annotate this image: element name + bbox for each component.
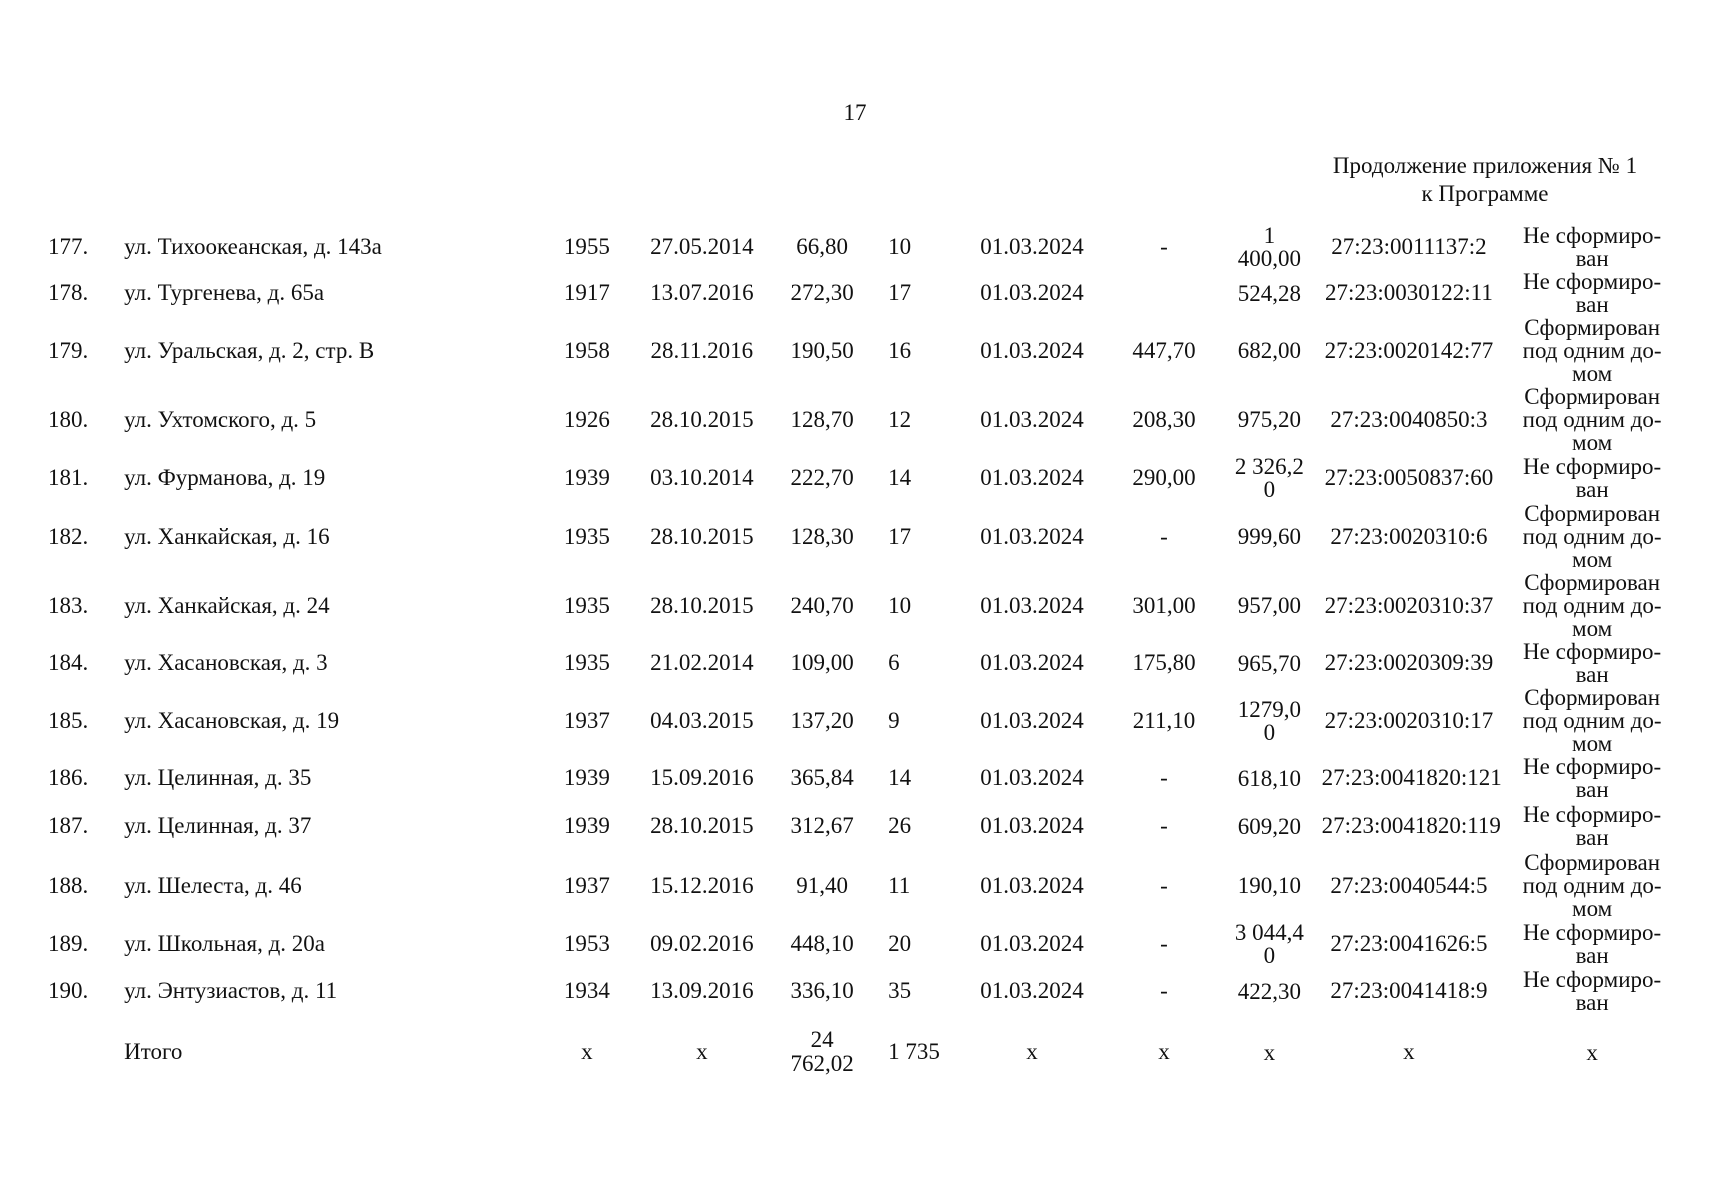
cell-resettlement-deadline: 01.03.2024: [980, 592, 1084, 618]
cell-residents-count: 10: [888, 234, 912, 259]
cell-land-area: 290,00: [1132, 465, 1196, 490]
cell-address: ул. Энтузиастов, д. 11: [124, 978, 338, 1003]
cell-cadastral-number: 27:23:0041418:9: [1330, 978, 1488, 1003]
cell-land-status: Сформирован под одним до- мом: [1522, 570, 1662, 641]
cell-build-year: 1955: [563, 234, 610, 259]
cell-land-area: 208,30: [1132, 406, 1196, 432]
totals-date: х: [696, 1039, 708, 1064]
cell-land-status: Сформирован под одним до- мом: [1522, 850, 1662, 921]
totals-label: Итого: [124, 1039, 183, 1064]
cell-land-area: -: [1160, 978, 1168, 1003]
cell-land-status: Не сформиро- ван: [1523, 920, 1662, 968]
cell-address: ул. Ханкайская, д. 16: [124, 523, 330, 549]
totals-area: 24 762,02: [790, 1027, 854, 1076]
registry-totals: [48, 1014, 1688, 1076]
cell-living-area: 128,70: [790, 406, 854, 432]
cell-residents-count: 35: [888, 978, 912, 1003]
cell-land-area: -: [1160, 765, 1168, 790]
table-row: [48, 224, 1688, 270]
cell-emergency-date: 04.03.2015: [650, 707, 754, 733]
cell-living-area: 336,10: [790, 978, 854, 1003]
cell-total-area: 957,00: [1237, 593, 1302, 618]
cell-land-area: 301,00: [1132, 592, 1196, 618]
cell-resettlement-deadline: 01.03.2024: [980, 406, 1084, 432]
cell-address: ул. Уральская, д. 2, стр. В: [124, 337, 375, 363]
cell-cadastral-number: 27:23:0040544:5: [1330, 872, 1488, 898]
table-row: [48, 920, 1688, 968]
cell-living-area: 365,84: [790, 765, 854, 790]
cell-address: ул. Школьная, д. 20а: [124, 931, 325, 956]
cell-emergency-date: 13.07.2016: [650, 280, 754, 305]
cell-emergency-date: 28.10.2015: [650, 523, 754, 549]
cell-build-year: 1935: [563, 592, 610, 618]
totals-total: х: [1263, 1039, 1276, 1065]
cell-build-year: 1937: [563, 707, 610, 733]
totals-year: х: [581, 1039, 593, 1064]
cell-land-status: Не сформиро- ван: [1523, 802, 1662, 850]
cell-land-status: Не сформиро- ван: [1523, 754, 1662, 802]
cell-emergency-date: 13.09.2016: [650, 978, 754, 1003]
cell-row-number: 186.: [48, 765, 89, 790]
cell-living-area: 109,00: [790, 650, 854, 675]
cell-residents-count: 6: [888, 650, 900, 675]
cell-resettlement-deadline: 01.03.2024: [980, 707, 1084, 733]
table-row: [48, 640, 1688, 686]
cell-residents-count: 12: [888, 406, 912, 432]
cell-resettlement-deadline: 01.03.2024: [980, 234, 1084, 259]
cell-residents-count: 14: [888, 465, 912, 490]
cell-land-status: Не сформиро- ван: [1523, 223, 1662, 271]
cell-total-area: 609,20: [1237, 813, 1302, 839]
cell-land-area: -: [1160, 931, 1168, 956]
totals-status: х: [1586, 1039, 1598, 1065]
cell-land-area: -: [1160, 813, 1168, 838]
appendix-continuation-line1: Продолжение приложения № 1: [1332, 153, 1638, 178]
cell-total-area: 682,00: [1237, 338, 1302, 363]
cell-row-number: 187.: [48, 813, 89, 838]
appendix-continuation-line2: к Программе: [1421, 181, 1549, 206]
cell-land-area: -: [1160, 523, 1168, 549]
cell-emergency-date: 28.10.2015: [650, 406, 754, 432]
cell-address: ул. Фурманова, д. 19: [124, 465, 326, 490]
cell-residents-count: 17: [888, 280, 912, 305]
cell-land-status: Не сформиро- ван: [1523, 639, 1662, 687]
cell-row-number: 184.: [48, 650, 89, 675]
cell-living-area: 272,30: [790, 280, 854, 305]
cell-resettlement-deadline: 01.03.2024: [980, 931, 1084, 956]
table-row: [48, 968, 1688, 1014]
cell-resettlement-deadline: 01.03.2024: [980, 465, 1084, 490]
totals-residents: 1 735: [888, 1039, 940, 1064]
cell-cadastral-number: 27:23:0050837:60: [1324, 465, 1494, 490]
cell-total-area: 1 400,00: [1237, 223, 1302, 271]
cell-row-number: 178.: [48, 280, 89, 305]
cell-build-year: 1939: [563, 813, 610, 838]
cell-row-number: 189.: [48, 931, 89, 956]
cell-residents-count: 11: [888, 872, 911, 898]
cell-cadastral-number: 27:23:0041820:119: [1321, 813, 1501, 838]
cell-land-status: Сформирован под одним до- мом: [1522, 315, 1662, 386]
cell-residents-count: 10: [888, 592, 912, 618]
cell-row-number: 181.: [48, 465, 89, 490]
table-row: [48, 755, 1688, 801]
cell-address: ул. Целинная, д. 37: [124, 813, 312, 838]
cell-cadastral-number: 27:23:0040850:3: [1330, 406, 1488, 432]
table-row: [48, 502, 1688, 571]
cell-living-area: 128,30: [790, 523, 854, 549]
cell-emergency-date: 03.10.2014: [650, 465, 754, 490]
cell-emergency-date: 27.05.2014: [650, 234, 754, 259]
cell-cadastral-number: 27:23:0041626:5: [1330, 931, 1488, 956]
cell-address: ул. Ханкайская, д. 24: [124, 592, 330, 618]
totals-cadastral: х: [1403, 1039, 1415, 1064]
cell-total-area: 422,30: [1237, 978, 1302, 1004]
cell-land-status: Сформирован под одним до- мом: [1522, 501, 1662, 572]
table-row: [48, 801, 1688, 851]
cell-emergency-date: 28.10.2015: [650, 592, 754, 618]
totals-land: х: [1158, 1039, 1170, 1064]
page-number: 17: [843, 100, 867, 125]
cell-build-year: 1953: [563, 931, 610, 956]
cell-total-area: 965,70: [1237, 650, 1302, 676]
cell-living-area: 222,70: [790, 465, 854, 490]
cell-land-area: 447,70: [1132, 337, 1196, 363]
cell-cadastral-number: 27:23:0020310:37: [1324, 592, 1494, 618]
cell-address: ул. Хасановская, д. 19: [124, 707, 340, 733]
cell-row-number: 179.: [48, 337, 89, 363]
table-row: [48, 316, 1688, 385]
cell-total-area: 999,60: [1237, 524, 1302, 549]
table-row: [48, 851, 1688, 920]
cell-land-area: -: [1160, 872, 1168, 898]
cell-cadastral-number: 27:23:0020142:77: [1324, 337, 1494, 363]
cell-address: ул. Целинная, д. 35: [124, 765, 312, 790]
totals-deadline: х: [1026, 1039, 1038, 1064]
cell-residents-count: 20: [888, 931, 912, 956]
cell-address: ул. Тихоокеанская, д. 143а: [124, 234, 382, 259]
cell-row-number: 182.: [48, 523, 89, 549]
cell-resettlement-deadline: 01.03.2024: [980, 650, 1084, 675]
cell-build-year: 1958: [563, 337, 610, 363]
cell-row-number: 185.: [48, 707, 89, 733]
totals-num: [48, 1014, 116, 1076]
cell-land-area: [1111, 270, 1217, 316]
cell-build-year: 1939: [563, 465, 610, 490]
table-row: [48, 686, 1688, 755]
table-row: [48, 270, 1688, 316]
cell-land-status: Не сформиро- ван: [1523, 269, 1662, 317]
table-row: [48, 385, 1688, 454]
cell-emergency-date: 28.10.2015: [650, 813, 754, 838]
cell-resettlement-deadline: 01.03.2024: [980, 280, 1084, 305]
cell-cadastral-number: 27:23:0011137:2: [1331, 234, 1487, 259]
cell-land-status: Сформирован под одним до- мом: [1522, 384, 1662, 455]
cell-cadastral-number: 27:23:0020310:6: [1330, 523, 1488, 549]
cell-land-area: 211,10: [1132, 707, 1196, 733]
cell-build-year: 1935: [563, 523, 610, 549]
cell-address: ул. Тургенева, д. 65а: [124, 280, 325, 305]
cell-build-year: 1934: [563, 978, 610, 1003]
cell-cadastral-number: 27:23:0020310:17: [1324, 707, 1494, 733]
cell-living-area: 91,40: [796, 872, 849, 898]
cell-total-area: 3 044,4 0: [1234, 920, 1304, 968]
cell-emergency-date: 15.09.2016: [650, 765, 754, 790]
cell-row-number: 180.: [48, 406, 89, 432]
cell-build-year: 1937: [563, 872, 610, 898]
cell-address: ул. Хасановская, д. 3: [124, 650, 328, 675]
cell-resettlement-deadline: 01.03.2024: [980, 872, 1084, 898]
cell-resettlement-deadline: 01.03.2024: [980, 523, 1084, 549]
cell-resettlement-deadline: 01.03.2024: [980, 337, 1084, 363]
cell-total-area: 524,28: [1237, 280, 1302, 306]
table-row: [48, 454, 1688, 502]
cell-total-area: 190,10: [1237, 873, 1302, 898]
cell-residents-count: 17: [888, 523, 912, 549]
cell-land-area: 175,80: [1132, 650, 1196, 675]
cell-residents-count: 26: [888, 813, 912, 838]
housing-registry-table: [48, 224, 1688, 1076]
cell-total-area: 2 326,2 0: [1234, 454, 1304, 502]
cell-land-status: Сформирован под одним до- мом: [1522, 685, 1662, 756]
cell-row-number: 190.: [48, 978, 89, 1003]
cell-resettlement-deadline: 01.03.2024: [980, 978, 1084, 1003]
cell-emergency-date: 28.11.2016: [650, 337, 754, 363]
cell-land-status: Не сформиро- ван: [1523, 967, 1662, 1015]
cell-emergency-date: 15.12.2016: [650, 872, 754, 898]
cell-build-year: 1917: [563, 280, 610, 305]
cell-emergency-date: 09.02.2016: [650, 931, 754, 956]
cell-build-year: 1939: [563, 765, 610, 790]
totals-row: [48, 1014, 1688, 1076]
cell-land-area: -: [1160, 234, 1168, 259]
cell-living-area: 448,10: [790, 931, 854, 956]
cell-total-area: 618,10: [1237, 765, 1302, 791]
registry-rows: [48, 224, 1688, 1014]
cell-total-area: 975,20: [1237, 407, 1302, 432]
cell-living-area: 66,80: [796, 234, 849, 259]
cell-row-number: 177.: [48, 234, 89, 259]
cell-address: ул. Шелеста, д. 46: [124, 872, 302, 898]
cell-cadastral-number: 27:23:0020309:39: [1324, 650, 1494, 675]
cell-residents-count: 14: [888, 765, 912, 790]
cell-address: ул. Ухтомского, д. 5: [124, 406, 317, 432]
appendix-continuation-header: [1290, 152, 1680, 208]
table-row: [48, 571, 1688, 640]
cell-row-number: 188.: [48, 872, 89, 898]
cell-living-area: 312,67: [790, 813, 854, 838]
cell-resettlement-deadline: 01.03.2024: [980, 765, 1084, 790]
cell-build-year: 1926: [563, 406, 610, 432]
cell-total-area: 1279,0 0: [1237, 696, 1302, 745]
cell-cadastral-number: 27:23:0041820:121: [1321, 765, 1502, 790]
cell-living-area: 240,70: [790, 592, 854, 618]
cell-row-number: 183.: [48, 592, 89, 618]
cell-residents-count: 9: [888, 707, 900, 733]
cell-cadastral-number: 27:23:0030122:11: [1325, 280, 1493, 305]
cell-emergency-date: 21.02.2014: [650, 650, 754, 675]
cell-build-year: 1935: [563, 650, 610, 675]
cell-living-area: 190,50: [790, 337, 854, 363]
cell-resettlement-deadline: 01.03.2024: [980, 813, 1084, 838]
cell-residents-count: 16: [888, 337, 912, 363]
cell-living-area: 137,20: [790, 707, 854, 733]
cell-land-status: Не сформиро- ван: [1523, 454, 1662, 502]
